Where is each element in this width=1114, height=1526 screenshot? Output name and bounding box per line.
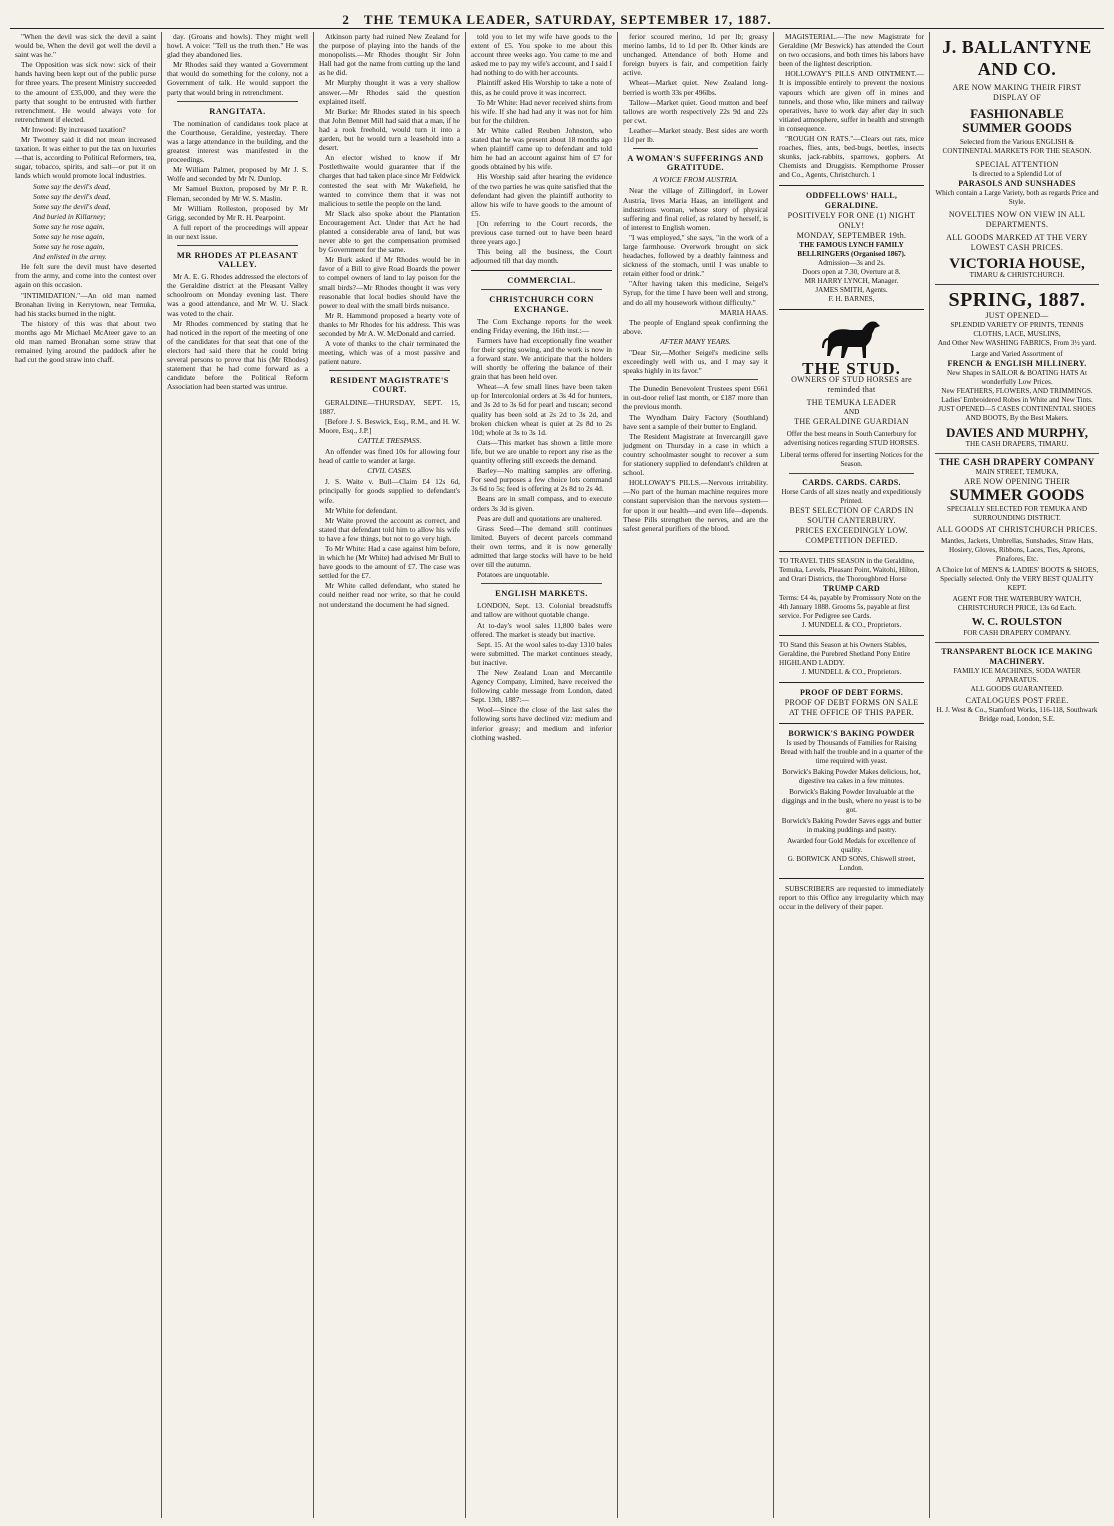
divider [779,185,924,186]
masthead [10,4,1104,29]
oddfellows-hall-ad [779,191,924,304]
article-paragraph: Mr Inwood: By increased taxation? [21,124,126,134]
article-paragraph: Barley—No malting samples are offering. For seed purposes a few choice lots command 3s 6d to 5s; feed is offering at 2s 8d to 2s 4d. [471,466,612,494]
poem-line: Some say the devil's dead, [33,181,111,191]
article-paragraph: This being all the business, the Court adjourned till that day month. [471,247,612,266]
ad-line: J. MUNDELL & CO., Proprietors. [801,620,902,629]
ad-line: And Other New WASHING FABRICS, From 3½ yard. [937,339,1097,347]
article-paragraph: Leather—Market steady. Best sides are worth 11d per lb. [623,125,768,145]
article-paragraph: To Mr White: Had never received shirts from his wife. If she had had any it was not for him but for the children. [471,97,612,125]
article-paragraph: Wheat—Market quiet. New Zealand long-berried is worth 33s per 496lbs. [623,78,768,97]
ad-line: TO Stand this Season at his Owners Stables, Geraldine, the Purebred Shetland Pony Entire HIGHLAND LADDY. [779,640,911,667]
ad-line: Doors open at 7.30, Overture at 8. [802,267,901,276]
divider [633,379,758,380]
ad-title: PROOF OF DEBT FORMS. [799,687,904,697]
ad-line: Mantles, Jackets, Umbrellas, Sunshades, Straw Hats, Hosiery, Gloves, Ribbons, Laces, Ties, Aprons, Pinafores, Etc. [940,537,1094,563]
ad-line: SPECIALLY SELECTED FOR TEMUKA AND SURROUNDING DISTRICT. [946,505,1088,522]
proof-of-debt-ad [779,688,924,718]
cards-ad [779,478,924,546]
article-paragraph: Mr Twomey said it did not mean increased taxation. It was either to put the tax on luxuries—that is, according to Political Reformers, tea, sugar, tobacco, spirits, and salt—or put it on lands which would promote local industries. [15,135,156,181]
article-paragraph: [Before J. S. Beswick, Esq., R.M., and H. W. Moore, Esq., J.P.] [319,416,460,435]
article-paragraph: Tallow—Market quiet. Good mutton and beef tallows are worth respectively 22s 9d and 22s per cwt. [623,97,768,125]
ad-line: THE GERALDINE GUARDIAN [794,416,909,426]
ad-line: Terms: £4 4s, payable by Promissory Note on the 4th January 1888. Grooms 5s, payable at first service. For Pedigree see Cards. [779,593,921,620]
ad-line: H. J. West & Co., Stamford Works, 116-118, Southwark Bridge road, London, S.E. [936,706,1098,723]
article-paragraph: MAGISTERIAL.—The new Magistrate for Geraldine (Mr Beswick) has attended the Court on two occasions, and both times his labors have been of the lightest description. [779,32,924,69]
ad-line: FRENCH & ENGLISH MILLINERY. [947,359,1087,368]
article-paragraph: The history of this was that about two months ago Mr Michael McAteer gave to an old man named Bronahan some straw that remained lying around the paddock after he had cut the good straw into chaff. [15,318,156,365]
article-paragraph: Plaintiff asked His Worship to take a note of this, as he could prove it was incorrect. [471,78,612,97]
ad-title: CARDS. CARDS. CARDS. [802,477,901,487]
page-number: 2 [342,12,350,27]
article-paragraph: "INTIMIDATION."—An old man named Bronahan living in Kerrytown, near Temuka, had his stacks burned in the night. [15,290,156,318]
article-paragraph: Potatoes are unquotable. [477,570,550,580]
article-paragraph: "After having taken this medicine, Seigel's Syrup, for the time I have been well and strong, and do all my housework without difficulty." [623,279,768,307]
ad-line: Offer the best means in South Canterbury for advertising notices regarding STUD HORSES. [783,429,920,447]
divider [779,878,924,879]
article-paragraph: "When the devil was sick the devil a saint would be, When the devil got well the devil a saint was he." [15,32,156,60]
article-paragraph: "ROUGH ON RATS."—Clears out rats, mice roaches, flies, ants, bed-bugs, beetles, insects skunks, jack-rabbits, sparrows, gophers. At Chemists and Druggists. Kempthorne Prosser and Co., Agents, Christchurch. 1 [779,134,924,180]
ad-line: COMPETITION DEFIED. [805,535,898,545]
ad-line: THE TEMUKA LEADER [806,397,897,407]
article-paragraph: The New Zealand Loan and Mercantile Agency Company, Limited, have received the following cable message from London, dated Sept. 13th, 1887:— [471,668,612,705]
article-paragraph: Atkinson party had ruined New Zealand for the purpose of playing into the hands of the monopolists.—Mr Rhodes thought Sir John Hall had got the name from cutting up the land as he did. [319,32,460,78]
article-paragraph: "Dear Sir,—Mother Seigel's medicine sells exceedingly well with us, and I may say it speaks highly in its favor." [623,348,768,376]
article-paragraph: An elector wished to know if Mr Postlethwaite would guarantee that if the charges that had taken place since Mr Feldwick contested the seat with Mr Wakefield, he wanted to convince them that it was not malicious to settle the people on the land. [319,153,460,208]
ad-line: Horse Cards of all sizes neatly and expeditiously Printed. [781,487,922,505]
subheading: A VOICE FROM AUSTRIA. [652,175,739,185]
article-paragraph: SUBSCRIBERS are requested to immediately report to this Office any irregularity which may occur in the delivery of their paper. [779,883,924,911]
ad-line: Borwick's Baking Powder Makes delicious, hot, digestive tea cakes in a few minutes. [782,767,921,785]
ad-line: TRUMP CARD [823,583,880,593]
horse-icon [820,316,884,362]
trump-card-ad [779,557,924,630]
ad-line: SPLENDID VARIETY OF PRINTS, TENNIS CLOTHS, LACE, MUSLINS, [950,321,1084,338]
ad-title: THE CASH DRAPERY COMPANY [939,458,1095,468]
article-paragraph: Near the village of Zillingdorf, in Lower Austria, lives Maria Haas, an intelligent and industrious woman, whose story of physical suffering and final relief, as related by herself, is of interest to English women. [623,186,768,232]
poem-line: Some say he rose again, [33,242,105,252]
ad-line: G. BORWICK AND SONS, Chiswell street, London. [787,854,916,872]
ad-line: Liberal terms offered for inserting Notices for the Season. [780,450,923,468]
poem-line: And enlisted in the army. [33,252,107,262]
ad-line: BEST SELECTION OF CARDS IN SOUTH CANTERBURY. [789,505,914,525]
ad-line: Admission—3s and 2s. [818,258,885,267]
ad-line: FOR CASH DRAPERY COMPANY. [963,629,1071,637]
ad-line: VICTORIA HOUSE, [949,256,1085,272]
ad-line: SUMMER GOODS [962,120,1072,135]
divider [779,551,924,552]
article-paragraph: Wool—Since the close of the last sales the following sorts have declined viz: medium and inferior greasy; and medium and inferior clothing washed. [471,705,612,742]
ad-line: OWNERS OF STUD HORSES are reminded that [791,374,912,394]
divider [633,148,758,149]
divider [789,473,914,474]
article-paragraph: Mr White for defendant. [325,505,398,515]
subheading: CIVIL CASES. [367,466,412,476]
article-paragraph: Beans are in small compass, and to execute orders 3s 3d is given. [471,494,612,513]
ad-line: ALL GOODS AT CHRISTCHURCH PRICES. [936,525,1098,534]
article-paragraph: A vote of thanks to the chair terminated the meeting, which was of a most passive and patient nature. [319,339,460,367]
divider [481,583,602,584]
column-6 [774,32,930,1518]
divider [779,635,924,636]
poem-line: Some say he rose again, [33,221,105,231]
article-paragraph: told you to let my wife have goods to the extent of £5. You spoke to me about this account three weeks ago. You came to me and asked me to pay my wife's account, and I said I had nothing to do with her accounts. [471,32,612,78]
spring-ad [935,285,1099,454]
ad-brand: J. BALLANTYNE AND CO. [942,37,1092,79]
article-paragraph: The Resident Magistrate at Invercargill gave judgment on Thursday in a case in which a country schoolmaster sought to recover a sum for stationery supplied to defendant's children at school. [623,431,768,478]
article-paragraph: The people of England speak confirming the above. [623,317,768,336]
ad-line: New Shapes in SAILOR & BOATING HATS At wonderfully Low Prices. [947,369,1087,386]
article-paragraph: "I was employed," she says, "in the work of a large farmhouse. Overwork brought on sick headaches, followed by a deathly faintness and sickness of the stomach, until I was unable to retain either food or drink." [623,232,768,279]
article-paragraph: Mr Samuel Buxton, proposed by Mr P. R. Fleman, seconded by Mr W. S. Maslin. [167,184,308,203]
ad-line: THE CASH DRAPERS, TIMARU. [965,440,1069,448]
article-paragraph: Mr White called Reuben Johnston, who stated that he was present about 18 months ago when plaintiff came up to defendant and told him he had an account against him of £7 for goods obtained by his wife. [471,125,612,172]
ad-line: Is directed to a Splendid Lot of [972,170,1062,178]
poem-line: And buried in Killarney; [33,211,106,221]
article-paragraph: His Worship said after hearing the evidence of the two parties he was quite satisfied that the defendant had given the plaintiff authority to allow his wife to have goods to the amount of £5. [471,172,612,218]
column-2 [162,32,314,1518]
section-heading: MR RHODES AT PLEASANT VALLEY. [176,250,299,270]
stud-title: THE STUD. [802,358,901,378]
article-paragraph: Mr William Palmer, proposed by Mr J. S. Wolfe and seconded by Mr N. Dunlop. [167,165,308,184]
ad-line: Large and Varied Assortment of [971,350,1063,358]
ad-line: THE FAMOUS LYNCH FAMILY BELLRINGERS (Organised 1867). [797,240,906,258]
ad-line: MONDAY, SEPTEMBER 19th. [796,230,907,240]
ad-line: ARE NOW MAKING THEIR FIRST DISPLAY OF [952,83,1082,102]
ad-line: PRICES EXCEEDINGLY LOW. [795,525,908,535]
subheading: CATTLE TRESPASS. [357,435,422,445]
article-paragraph: Mr William Rolleston, proposed by Mr Grigg, seconded by Mr R. H. Pearpoint. [167,203,308,222]
ad-line: NOVELTIES NOW ON VIEW IN ALL DEPARTMENTS. [948,210,1086,229]
section-heading: RANGITATA. [209,106,266,116]
article-paragraph: Mr Waite proved the account as correct, and stated that defendant told him to allow his wife to have a few things, but not to go very high. [319,515,460,543]
ad-line: Selected from the Various ENGLISH & CONTINENTAL MARKETS FOR THE SEASON. [942,138,1092,155]
ad-line: FAMILY ICE MACHINES, SODA WATER APPARATUS. [953,667,1081,684]
ad-line: MAIN STREET, TEMUKA, [975,468,1059,476]
column-5 [618,32,774,1518]
divider [779,682,924,683]
ad-line: PARASOLS AND SUNSHADES [958,179,1076,188]
signature: MARIA HAAS. [719,307,768,317]
ad-line: Which contain a Large Variety, both as regards Price and Style. [935,189,1099,206]
article-paragraph: A full report of the proceedings will appear in our next issue. [167,222,308,241]
article-paragraph: LONDON, Sept. 13. Colonial breadstuffs and tallow are without quotable change. [471,601,612,620]
ad-line: FASHIONABLE [970,106,1064,121]
article-paragraph: ferior scoured merino, 1d per lb; greasy merino lambs, 1d to 1d per lb. Other kinds are unchanged. Attendance of both Home and foreign buyers is fair, and competition fairly active. [623,32,768,78]
ad-line: Ladies' Embroidered Robes in White and New Tints. [941,396,1093,404]
ad-line: JUST OPENED—5 CASES CONTINENTAL SHOES AND BOOTS, By the Best Makers. [938,405,1096,422]
ad-line: W. C. ROULSTON [971,616,1063,628]
article-paragraph: Sept. 15. At the wool sales to-day 1310 bales were submitted. The market continues steady, but inactive. [471,639,612,667]
divider [177,245,298,246]
ad-line: F. H. BARNES, [828,294,875,303]
article-paragraph: Mr A. E. G. Rhodes addressed the electors of the Geraldine district at the Pleasant Valley schoolroom on Monday evening last. There was a good attendance, and Mr W. U. Slack was voted to the chair. [167,272,308,318]
section-heading: RESIDENT MAGISTRATE'S COURT. [330,376,449,395]
divider [779,309,924,310]
ballantyne-ad [935,32,1099,285]
ad-title: BORWICK'S BAKING POWDER [788,728,915,738]
ad-line: ARE NOW OPENING THEIR [964,477,1070,486]
ad-line: AGENT FOR THE WATERBURY WATCH, CHRISTCHURCH PRICE, 13s 6d Each. [952,595,1082,612]
column-3 [314,32,466,1518]
article-paragraph: [On referring to the Court records, the previous case turned out to have been heard three years ago.] [471,218,612,247]
article-paragraph: To Mr White: Had a case against him before, in which he (Mr White) had advised Mr Bull to have goods to the amount of £7. The case was settled for the £7. [319,543,460,581]
section-heading: CHRISTCHURCH CORN EXCHANGE. [489,295,594,314]
divider [177,101,298,102]
ad-line: DAVIES AND MURPHY, [946,425,1088,440]
article-paragraph: At to-day's wool sales 11,800 bales were offered. The market is steady but inactive. [471,620,612,639]
article-paragraph: Wheat—A few small lines have been taken up for Intercolonial orders at 3s 4d for hunters, and 3s 2d to 3s 6d for pearl and tuscan; second quality has been sold at 2s 2d to 3s 2d, and broken chicken wheat is quiet at 2s 8d to 2s 10d; whole at 3s to 3s 1d. [471,382,612,437]
article-paragraph: GERALDINE—THURSDAY, SEPT. 15, 1887. [319,397,460,416]
column-1 [10,32,162,1518]
ad-line: AND [843,407,860,416]
columns [10,32,1104,1518]
article-paragraph: J. S. Waite v. Bull—Claim £4 12s 6d, principally for goods supplied to defendant's wife. [319,477,460,505]
article-paragraph: HOLLOWAY'S PILLS.—Nervous irritability.—No part of the human machine requires more constant supervision than the nervous system—for upon it our health—and even life—depends. These Pills strengthen the nerves, and are the safest general purifiers of the blood. [623,478,768,533]
article-paragraph: Oats—This market has shown a little more life, but we are unable to report any rise as the quantity offering still exceeds the demand. [471,437,612,466]
ad-line: JAMES SMITH, Agents. [815,285,888,294]
column-4 [466,32,618,1518]
ad-line: Is used by Thousands of Families for Raising Bread with half the trouble and in a quarter of the time required with yeast. [780,738,923,765]
masthead-title: THE TEMUKA LEADER, SATURDAY, SEPTEMBER 17, 1887. [363,12,772,27]
ad-line: A Choice lot of MEN'S & LADIES' BOOTS & SHOES, Specially selected. Only the VERY BEST QUALITY KEPT. [935,566,1099,592]
article-paragraph: Mr Murphy thought it was a very shallow answer.—Mr Rhodes said the question explained itself. [319,78,460,106]
poem-line: Some say the devil's dead, [33,201,111,211]
poem-line: Some say the devil's dead, [33,191,111,201]
article-paragraph: The Opposition was sick now: sick of their hands having been kept out of the public purse for three years. The present Ministry succeeded to the amount of £35,000, and they were the party that sought to be entrusted with further retrenchment. He would always vote for retrenchment if elected. [15,60,156,124]
divider [779,723,924,724]
article-paragraph: HOLLOWAY'S PILLS AND OINTMENT.—It is impossible entirely to prevent the noxious vapours which are given off in mines and tunnels, and those who, like miners and railway operatives, have to work day after day in such vitiated atmosphere, suffer in health and strength in consequence. [779,69,924,133]
article-paragraph: The Wyndham Dairy Factory (Southland) have sent a sample of their butter to England. [623,412,768,431]
article-paragraph: The nomination of candidates took place at the Courthouse, Geraldine, yesterday. There was a large attendance in the building, and the greatest interest was manifested in the proceedings. [167,118,308,165]
ad-line: J. MUNDELL & CO., Proprietors. [801,667,902,676]
ad-line: ALL GOODS MARKED AT THE VERY LOWEST CASH PRICES. [946,233,1088,252]
section-heading: A WOMAN'S SUFFERINGS AND GRATITUDE. [627,154,764,173]
column-7 [930,32,1104,1518]
article-paragraph: Grass Seed—The demand still continues limited. Buyers of decent parcels command their own terms, and it is now generally admitted that large stocks will have to be held over till the autumn. [471,523,612,570]
ad-line: SUMMER GOODS [949,487,1085,504]
ad-line: Borwick's Baking Powder Invaluable at the diggings and in the bush, where no yeast is to be got. [781,787,922,814]
article-paragraph: Mr R. Hammond proposed a hearty vote of thanks to Mr Rhodes for his address. This was seconded by Mr A. W. McDonald and carried. [319,310,460,338]
article-paragraph: Mr White called defendant, who stated he could neither read nor write, so that he could not understand the document he had signed. [319,581,460,609]
pony-ad [779,641,924,677]
ad-line: ALL GOODS GUARANTEED. [970,685,1064,693]
article-paragraph: Mr Rhodes commenced by stating that he had noticed in the report of the meeting of one of the candidates for that seat that one of the electors had said there that he could bring several persons to prove that his (Mr Rhodes) statement that he had come forward as a candidate before the Political Reform Association had been started was untrue. [167,318,308,392]
ad-line: POSITIVELY FOR ONE (1) NIGHT ONLY! [787,210,916,230]
cash-drapery-ad [935,454,1099,643]
ad-title: SPRING, 1887. [948,289,1086,311]
section-heading: ENGLISH MARKETS. [495,589,588,599]
ad-line: MR HARRY LYNCH, Manager. [804,276,899,285]
divider [329,370,450,371]
ad-line: New FEATHERS, FLOWERS, AND TRIMMINGS. [941,387,1093,395]
article-paragraph: day. (Groans and howls). They might well howl. A voice: "Tell us the truth then." He was glad they abandoned lies. [167,32,308,60]
ad-line: TO TRAVEL THIS SEASON in the Geraldine, Temuka, Levels, Pleasant Point, Waitohi, Hilton, and Orari Districts, the Thoroughbred Horse [779,556,920,583]
divider [471,270,612,271]
article-paragraph: Mr Burk asked if Mr Rhodes would be in favor of a Bill to give Road Boards the power to compel owners of land to lay poison for the small birds?—Mr Rhodes thought it was very reasonable that local bodies should have the power to deal with the small birds nuisance. [319,255,460,310]
ice-machinery-ad [935,643,1099,724]
subheading: AFTER MANY YEARS. [660,336,731,346]
ad-line: SPECIAL ATTENTION [975,160,1059,169]
article-paragraph: Farmers have had exceptionally fine weather for their spring sowing, and the work is now in a forward state. We anticipate that the holders will shortly be offering the balance of their grain that has been held over. [471,335,612,382]
article-paragraph: Mr Burke: Mr Rhodes stated in his speech that John Bennet Mill had said that a man, if he had a rook freehold, would turn it into a garden, but he would turn a leasehold into a desert. [319,106,460,153]
ad-title: ODDFELLOWS' HALL, GERALDINE. [805,190,898,210]
ad-line: TRANSPARENT BLOCK ICE MAKING MACHINERY. [941,647,1093,666]
ad-line: CATALOGUES POST FREE. [965,696,1069,705]
article-paragraph: He felt sure the devil must have deserted from the army, and come into the contest over again on this occasion. [15,262,156,290]
article-paragraph: Peas are dull and quotations are unaltered. [477,513,602,523]
ad-line: JUST OPENED— [985,311,1049,320]
ad-line: Awarded four Gold Medals for excellence of quality. [787,836,916,854]
article-paragraph: The Corn Exchange reports for the week ending Friday evening, the 16th inst.:— [471,316,612,335]
ad-line: Borwick's Baking Powder Saves eggs and butter in making puddings and pastry. [781,816,922,834]
section-heading: COMMERCIAL. [507,276,576,286]
ad-line: TIMARU & CHRISTCHURCH. [969,271,1065,279]
article-paragraph: Mr Slack also spoke about the Plantation Encouragement Act. Under that Act he had planted a considerable area of land, but was never able to get the compensation promised by Government for the same. [319,208,460,255]
poem-line: Some say he rose again, [33,231,105,241]
divider [481,289,602,290]
stud-ad [779,316,924,469]
borwick-ad [779,729,924,873]
article-paragraph: The Dunedin Benevolent Trustees spent £661 in out-door relief last month, or £187 more than the previous month. [623,384,768,412]
ad-line: PROOF OF DEBT FORMS ON SALE AT THE OFFICE OF THIS PAPER. [784,697,919,717]
article-paragraph: An offender was fined 10s for allowing four head of cattle to wander at large. [319,447,460,466]
article-paragraph: Mr Rhodes said they wanted a Government that would do something for the colony, not a Government of talk. He would support the party that would bring in retrenchment. [167,60,308,97]
